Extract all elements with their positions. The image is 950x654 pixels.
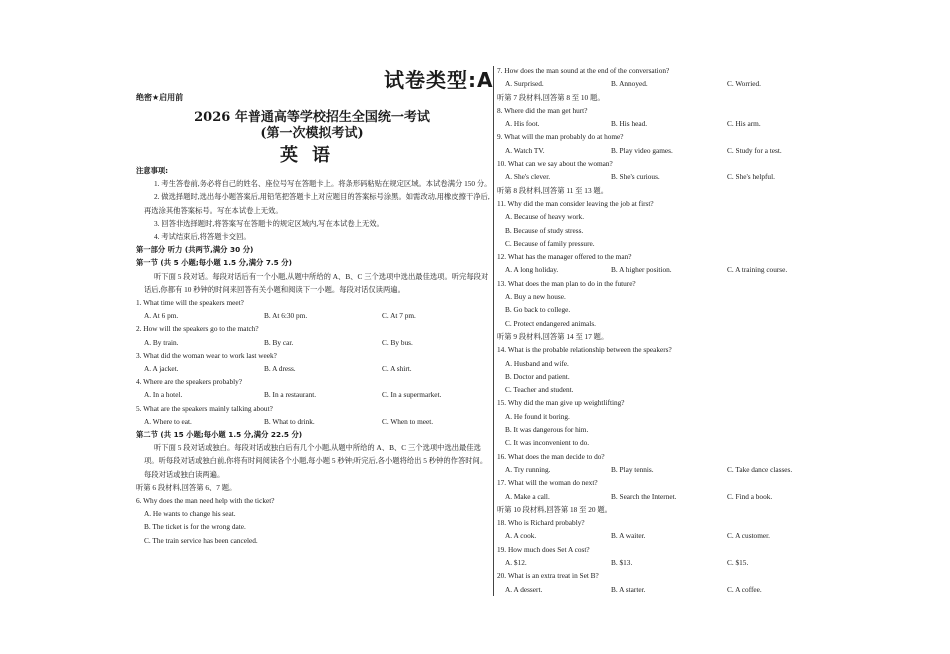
option-b: B. Go back to college. xyxy=(505,305,571,315)
option-b: B. A starter. xyxy=(611,584,646,594)
option-c: C. Teacher and student. xyxy=(505,385,574,395)
question-stem: 3. What did the woman wear to work last week? xyxy=(136,350,277,360)
question-options xyxy=(497,490,827,503)
option-c: C. Protect endangered animals. xyxy=(505,318,596,328)
option-b: B. His head. xyxy=(611,119,648,129)
question-options xyxy=(497,77,827,90)
question-options xyxy=(136,336,492,349)
secret-label: 绝密★启用前 xyxy=(136,93,184,102)
question-stem: 4. Where are the speakers probably? xyxy=(136,377,243,387)
option-b: B. $13. xyxy=(611,557,633,567)
question-stem: 1. What time will the speakers meet? xyxy=(136,298,244,308)
question-stem: 9. What will the man probably do at home? xyxy=(497,132,624,142)
option-a: A. His foot. xyxy=(505,119,540,129)
question-stem: 19. How much does Set A cost? xyxy=(497,544,590,554)
option-c: C. The train service has been canceled. xyxy=(144,535,258,545)
option-c: C. She's helpful. xyxy=(727,172,775,182)
option-b: B. She's curious. xyxy=(611,172,660,182)
option-c: C. When to meet. xyxy=(382,416,434,426)
option-b: B. At 6:30 pm. xyxy=(264,311,308,321)
option-a: A. A dessert. xyxy=(505,584,543,594)
question-stem: 13. What does the man plan to do in the future? xyxy=(497,278,636,288)
option-b: B. It was dangerous for him. xyxy=(505,425,589,435)
option-c: C. $15. xyxy=(727,557,749,567)
option-a: A. By train. xyxy=(144,337,179,347)
option-a: A. Where to eat. xyxy=(144,416,192,426)
question-stem: 18. Who is Richard probably? xyxy=(497,518,585,528)
option-a: A. Husband and wife. xyxy=(505,358,569,368)
option-a: A. Surprised. xyxy=(505,79,544,89)
option-b: B. A higher position. xyxy=(611,265,672,275)
material-note: 听第 7 段材料,回答第 8 至 10 题。 xyxy=(497,92,605,102)
option-c: C. A coffee. xyxy=(727,584,762,594)
note-item: 4. 考试结束后,将答题卡交回。 xyxy=(154,232,251,242)
option-b: B. By car. xyxy=(264,337,294,347)
option-c: C. By bus. xyxy=(382,337,413,347)
option-c: C. His arm. xyxy=(727,119,761,129)
section2-heading: 第二节 (共 15 小题;每小题 1.5 分,满分 22.5 分) xyxy=(136,430,303,440)
question-options xyxy=(497,144,827,157)
option-b: B. Because of study stress. xyxy=(505,225,584,235)
section1-instructions: 听下面 5 段对话。每段对话后有一个小题,从题中所给的 A、B、C 三个选项中选出最佳选项。听完每段对话后,你都有 10 秒钟的时间来回答有关小题和阅读下一小题。每段对话仅读两遍。 xyxy=(144,271,489,294)
option-a: A. She's clever. xyxy=(505,172,551,182)
question-options xyxy=(136,309,492,322)
option-a: A. Make a call. xyxy=(505,491,550,501)
left-column xyxy=(136,164,492,547)
option-a: A. He wants to change his seat. xyxy=(144,509,236,519)
question-stem: 15. Why did the man give up weightlifting? xyxy=(497,398,625,408)
option-c: C. Find a book. xyxy=(727,491,773,501)
option-b: B. Doctor and patient. xyxy=(505,371,570,381)
question-stem: 11. Why did the man consider leaving the job at first? xyxy=(497,198,654,208)
notes-heading: 注意事项: xyxy=(136,166,169,175)
option-a: A. $12. xyxy=(505,557,527,567)
question-stem: 10. What can we say about the woman? xyxy=(497,159,613,169)
option-b: B. Search the Internet. xyxy=(611,491,677,501)
option-b: B. In a restaurant. xyxy=(264,390,317,400)
option-c: C. It was inconvenient to do. xyxy=(505,438,590,448)
material-note: 听第 10 段材料,回答第 18 至 20 题。 xyxy=(497,504,612,514)
material-note: 听第 6 段材料,回答第 6、7 题。 xyxy=(136,482,237,492)
question-options xyxy=(497,529,827,542)
part1-heading: 第一部分 听力 (共两节,满分 30 分) xyxy=(136,245,254,255)
question-options xyxy=(497,556,827,569)
question-stem: 12. What has the manager offered to the man? xyxy=(497,252,632,262)
question-options xyxy=(497,117,827,130)
paper-type-label: 试卷类型:A xyxy=(384,68,494,92)
question-options xyxy=(497,263,827,276)
note-item: 3. 回答非选择题时,将答案写在答题卡的规定区域内,写在本试卷上无效。 xyxy=(154,218,384,228)
exam-title: 2026 年普通高等学校招生全国统一考试 xyxy=(194,110,430,125)
option-a: A. In a hotel. xyxy=(144,390,183,400)
exam-subtitle: (第一次模拟考试) xyxy=(260,126,364,141)
section2-instructions: 听下面 5 段对话或独白。每段对话或独白后有几个小题,从题中所给的 A、B、C 三个选项中选出最佳选项。听每段对话或独白前,你将有时间阅读各个小题,每小题 5 秒钟;听完后,各小题将给出 5 秒钟的作答时间。每段对话或独白读两遍。 xyxy=(144,443,488,479)
option-a: A. A jacket. xyxy=(144,364,179,374)
right-column xyxy=(497,64,827,596)
option-c: C. Because of family pressure. xyxy=(505,238,595,248)
question-options xyxy=(136,388,492,401)
option-c: C. At 7 pm. xyxy=(382,311,416,321)
option-a: A. Because of heavy work. xyxy=(505,212,585,222)
option-b: B. Play video games. xyxy=(611,145,673,155)
question-options xyxy=(136,362,492,375)
column-divider xyxy=(493,66,494,596)
option-a: A. Try running. xyxy=(505,464,551,474)
option-c: C. A training course. xyxy=(727,265,788,275)
question-stem: 5. What are the speakers mainly talking about? xyxy=(136,403,273,413)
question-stem: 20. What is an extra treat in Set B? xyxy=(497,571,599,581)
option-c: C. Study for a test. xyxy=(727,145,782,155)
question-stem: 6. Why does the man need help with the ticket? xyxy=(136,496,275,506)
option-b: B. The ticket is for the wrong date. xyxy=(144,522,246,532)
option-a: A. A cook. xyxy=(505,531,537,541)
question-options xyxy=(497,170,827,183)
question-stem: 16. What does the man decide to do? xyxy=(497,451,605,461)
option-a: A. At 6 pm. xyxy=(144,311,179,321)
option-a: A. Buy a new house. xyxy=(505,292,566,302)
material-note: 听第 9 段材料,回答第 14 至 17 题。 xyxy=(497,331,609,341)
note-item: 2. 做选择题时,选出每小题答案后,用铅笔把答题卡上对应题目的答案标号涂黑。如需改动,用橡皮擦干净后,再选涂其他答案标号。写在本试卷上无效。 xyxy=(144,192,490,215)
question-stem: 7. How does the man sound at the end of the conversation? xyxy=(497,66,670,75)
option-b: B. Play tennis. xyxy=(611,464,654,474)
question-stem: 17. What will the woman do next? xyxy=(497,478,598,488)
option-b: B. Annoyed. xyxy=(611,79,648,89)
option-b: B. A dress. xyxy=(264,364,296,374)
option-b: B. What to drink. xyxy=(264,416,315,426)
subject-title: 英语 xyxy=(280,145,344,166)
option-c: C. A shirt. xyxy=(382,364,412,374)
question-options xyxy=(136,415,492,428)
question-stem: 2. How will the speakers go to the match? xyxy=(136,324,259,334)
option-a: A. He found it boring. xyxy=(505,411,570,421)
option-c: C. Worried. xyxy=(727,79,761,89)
option-a: A. A long holiday. xyxy=(505,265,559,275)
option-a: A. Watch TV. xyxy=(505,145,545,155)
question-options xyxy=(497,463,827,476)
option-c: C. A customer. xyxy=(727,531,770,541)
option-c: C. In a supermarket. xyxy=(382,390,442,400)
question-stem: 8. Where did the man get hurt? xyxy=(497,105,588,115)
material-note: 听第 8 段材料,回答第 11 至 13 题。 xyxy=(497,185,609,195)
section1-heading: 第一节 (共 5 小题;每小题 1.5 分,满分 7.5 分) xyxy=(136,258,292,268)
option-c: C. Take dance classes. xyxy=(727,464,793,474)
note-item: 1. 考生答卷前,务必将自己的姓名、座位号写在答题卡上。将条形码粘贴在规定区域。本试卷满分 150 分。 xyxy=(154,179,492,189)
question-stem: 14. What is the probable relationship between the speakers? xyxy=(497,345,672,355)
option-b: B. A waiter. xyxy=(611,531,646,541)
question-options xyxy=(497,583,827,596)
